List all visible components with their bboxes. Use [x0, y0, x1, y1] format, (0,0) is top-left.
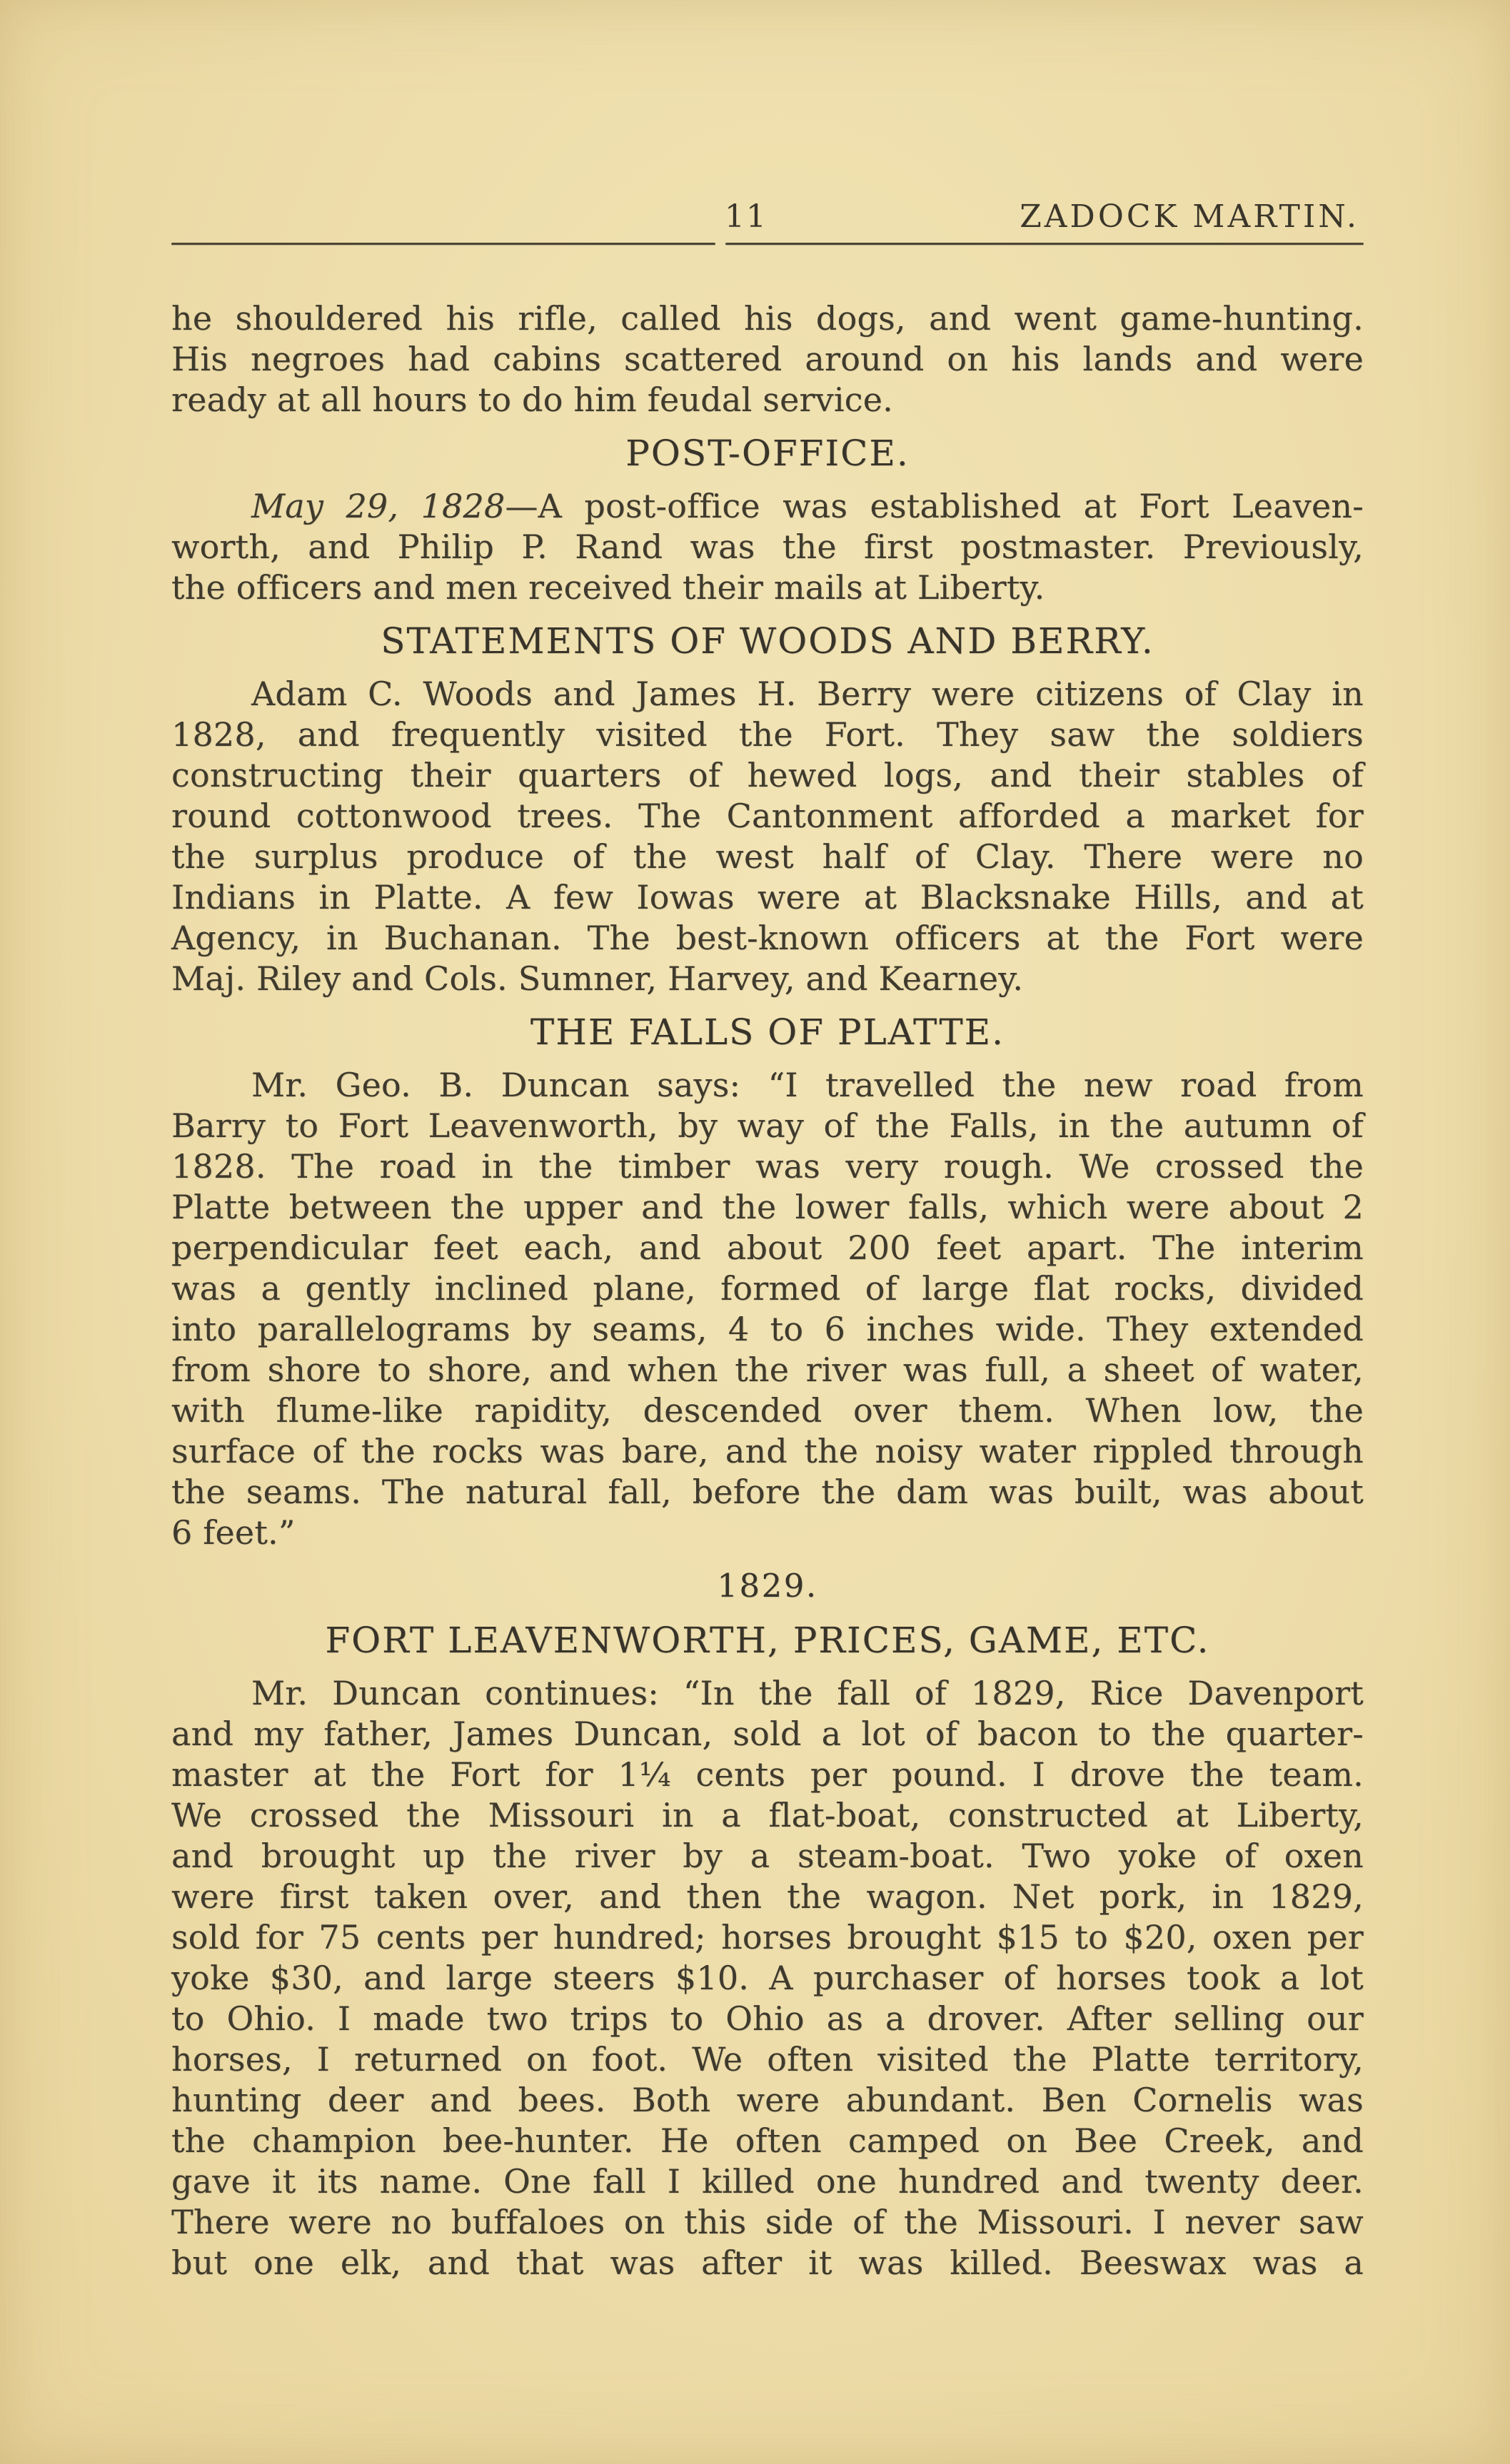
text-run: to Ohio. I made two trips to Ohio as a drover. After selling our	[171, 1999, 1364, 2038]
text-line	[171, 298, 1364, 339]
paragraph	[171, 674, 1364, 999]
text-line	[171, 1065, 1364, 1106]
text-run: His negroes had cabins scattered around on his lands and were	[171, 340, 1364, 378]
text-line	[171, 715, 1364, 755]
text-line	[171, 755, 1364, 796]
page-number: 11	[725, 198, 767, 235]
text-line	[171, 527, 1364, 567]
text-run: Adam C. Woods and James H. Berry were citizens of Clay in	[251, 675, 1364, 713]
text-run: hunting deer and bees. Both were abundant. Ben Cornelis was	[171, 2081, 1364, 2119]
text-line	[171, 1350, 1364, 1390]
text-run: 6 feet.”	[171, 1513, 296, 1552]
running-title: ZADOCK MARTIN.	[1020, 198, 1359, 235]
text-run: We crossed the Missouri in a flat-boat, constructed at Liberty,	[171, 1796, 1364, 1834]
text-run: Mr. Duncan continues: “In the fall of 1829, Rice Davenport	[251, 1674, 1364, 1712]
text-line	[171, 567, 1364, 608]
text-line	[171, 959, 1364, 999]
page-header	[171, 200, 1364, 234]
text-run: Agency, in Buchanan. The best-known officers at the Fort were	[171, 919, 1364, 957]
text-line	[171, 2243, 1364, 2283]
text-run: Barry to Fort Leavenworth, by way of the Falls, in the autumn of	[171, 1106, 1364, 1145]
text-line	[171, 1795, 1364, 1836]
text-line	[171, 2080, 1364, 2121]
text-line	[171, 339, 1364, 380]
section-heading: THE FALLS OF PLATTE.	[530, 1011, 1005, 1053]
text-line	[171, 486, 1364, 527]
paragraph	[171, 486, 1364, 608]
header-rule-right-segment	[725, 243, 1364, 245]
italic-text-run: May 29, 1828	[251, 487, 505, 525]
text-run: Platte between the upper and the lower falls, which were about 2	[171, 1188, 1364, 1226]
text-run: ready at all hours to do him feudal service.	[171, 380, 894, 419]
header-rule-left-segment	[171, 243, 715, 245]
text-column	[171, 0, 1364, 2283]
text-run: Mr. Geo. B. Duncan says: “I travelled the new road from	[251, 1066, 1364, 1104]
section-heading: 1829.	[717, 1567, 818, 1605]
text-line	[171, 796, 1364, 837]
text-run: perpendicular feet each, and about 200 feet apart. The interim	[171, 1228, 1364, 1267]
text-line	[171, 837, 1364, 877]
text-run: surface of the rocks was bare, and the noisy water rippled through	[171, 1432, 1364, 1470]
text-run: 1828. The road in the timber was very rough. We crossed the	[171, 1147, 1364, 1186]
text-line	[171, 1268, 1364, 1309]
text-line	[171, 1673, 1364, 1714]
text-line	[171, 1228, 1364, 1268]
text-line	[171, 1999, 1364, 2039]
text-line	[171, 380, 1364, 420]
paragraph	[171, 1673, 1364, 2283]
text-line	[171, 877, 1364, 918]
text-run: master at the Fort for 1¼ cents per pound. I drove the team.	[171, 1755, 1364, 1794]
text-run: into parallelograms by seams, 4 to 6 inches wide. They extended	[171, 1310, 1364, 1348]
text-line	[171, 1836, 1364, 1877]
text-line	[171, 1877, 1364, 1917]
text-line	[171, 1754, 1364, 1795]
text-run: and brought up the river by a steam-boat. Two yoke of oxen	[171, 1837, 1364, 1875]
section-heading: POST-OFFICE.	[625, 433, 910, 474]
text-line	[171, 2161, 1364, 2202]
text-line	[171, 1958, 1364, 1999]
text-run: the surplus produce of the west half of Clay. There were no	[171, 837, 1364, 876]
section-heading: STATEMENTS OF WOODS AND BERRY.	[381, 620, 1154, 662]
text-run: the champion bee-hunter. He often camped on Bee Creek, and	[171, 2121, 1364, 2160]
text-run: round cottonwood trees. The Cantonment afforded a market for	[171, 797, 1364, 835]
paragraph	[171, 298, 1364, 420]
text-line	[171, 1472, 1364, 1513]
text-run: the officers and men received their mails at Liberty.	[171, 568, 1045, 607]
text-line	[171, 1917, 1364, 1958]
text-run: 1828, and frequently visited the Fort. They saw the soldiers	[171, 715, 1364, 754]
text-run: with flume-like rapidity, descended over them. When low, the	[171, 1391, 1364, 1430]
text-line	[171, 1390, 1364, 1431]
text-line	[171, 1187, 1364, 1228]
text-run: constructing their quarters of hewed logs, and their stables of	[171, 756, 1364, 794]
text-run: the seams. The natural fall, before the dam was built, was about	[171, 1473, 1364, 1511]
text-run: sold for 75 cents per hundred; horses brought $15 to $20, oxen per	[171, 1918, 1364, 1956]
text-run: and my father, James Duncan, sold a lot of bacon to the quarter-	[171, 1715, 1364, 1753]
text-run: were first taken over, and then the wagon. Net pork, in 1829,	[171, 1877, 1364, 1916]
text-run: worth, and Philip P. Rand was the first postmaster. Previously,	[171, 527, 1364, 566]
paragraph	[171, 1065, 1364, 1553]
text-run: Maj. Riley and Cols. Sumner, Harvey, and Kearney.	[171, 959, 1024, 998]
text-run: Indians in Platte. A few Iowas were at Blacksnake Hills, and at	[171, 878, 1364, 917]
text-line	[171, 1431, 1364, 1472]
text-run: horses, I returned on foot. We often visited the Platte territory,	[171, 2040, 1364, 2079]
page-body	[171, 298, 1364, 2283]
text-line	[171, 2039, 1364, 2080]
text-run: but one elk, and that was after it was killed. Beeswax was a	[171, 2243, 1364, 2282]
text-line	[171, 2121, 1364, 2161]
text-line	[171, 918, 1364, 959]
text-run: There were no buffaloes on this side of the Missouri. I never saw	[171, 2203, 1364, 2241]
text-line	[171, 1309, 1364, 1350]
text-run: was a gently inclined plane, formed of large flat rocks, divided	[171, 1269, 1364, 1308]
text-line	[171, 2202, 1364, 2243]
text-line	[171, 1146, 1364, 1187]
text-run: gave it its name. One fall I killed one hundred and twenty deer.	[171, 2162, 1364, 2201]
header-rule	[171, 243, 1364, 245]
text-line	[171, 1513, 1364, 1553]
text-run: from shore to shore, and when the river was full, a sheet of water,	[171, 1350, 1364, 1389]
text-line	[171, 674, 1364, 715]
text-run: —A post-office was established at Fort Leaven-	[505, 487, 1364, 525]
text-run: yoke $30, and large steers $10. A purchaser of horses took a lot	[171, 1959, 1364, 1997]
text-run: he shouldered his rifle, called his dogs, and went game-hunting.	[171, 299, 1364, 338]
section-heading: FORT LEAVENWORTH, PRICES, GAME, ETC.	[325, 1620, 1210, 1661]
text-line	[171, 1714, 1364, 1754]
text-line	[171, 1106, 1364, 1146]
